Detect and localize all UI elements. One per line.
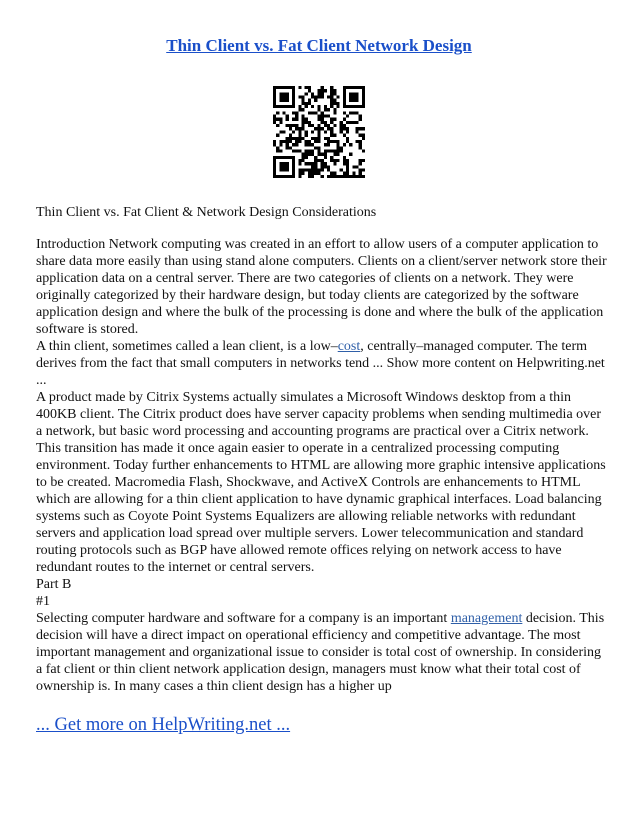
management-link[interactable]: management [450,611,523,626]
paragraph [36,338,608,389]
paragraph: This transition has made it once again easier to operate in a centralized processing computing environment. Today further enhancements to HTML are allowing more graphic intensive applications to be created. Macromedia Flash, Shockwave, and ActiveX Controls are enhancements to HTML which are allowing for a thin client application to have dynamic graphical interfaces. Load balancing systems such as Coyote Point Systems Equalizers are allowing reliable networks with redundant servers and application load spread over multiple servers. Lower telecommunication and standard routing protocols such as BGP have allowed remote offices relying on network access to have redundant routes to the internet or central servers. [36,441,606,575]
title-link[interactable]: Thin Client vs. Fat Client Network Design [166,36,472,55]
article-body [36,236,608,695]
more-link-container [36,714,596,736]
paragraph [36,610,608,695]
page-title [0,36,638,56]
paragraph-text: Selecting computer hardware and software for a company is an important [36,611,451,626]
cost-link[interactable]: cost [337,339,361,354]
paragraph: A product made by Citrix Systems actually simulates a Microsoft Windows desktop from a thin 400KB client. The Citrix product does have server capacity problems when sending multimedia over a network, but basic word processing and accounting programs are practical over a Citrix network. [36,390,602,439]
paragraph-text: decision. This decision will have a direct impact on operational efficiency and competitive advantage. The most important management and organizational issue to consider is total cost of ownership. In considering a fat client or thin client network application design, managers must know what their total cost of ownership is. In many cases a thin client design has a higher up [36,611,605,694]
paragraph: Introduction Network computing was created in an effort to allow users of a computer application to share data more easily than using stand alone computers. Clients on a client/server network store their application data on a central server. There are two categories of clients on a network. They were originally categorized by their hardware design, but today clients are categorized by the software application design and where the bulk of the processing is done and where the bulk of the application software is stored. [36,237,607,337]
paragraph: #1 [36,594,50,609]
document-subtitle: Thin Client vs. Fat Client & Network Design Considerations [36,205,377,220]
paragraph: Part B [36,577,72,592]
paragraph-text: A thin client, sometimes called a lean client, is a low– [36,339,338,354]
qr-code-icon [273,86,365,178]
paragraph-text: , centrally–managed computer. The term derives from the fact that small computers in networks tend ... Show more content on Helpwriting.net ... [36,339,605,388]
get-more-link[interactable]: ... Get more on HelpWriting.net ... [36,715,291,735]
